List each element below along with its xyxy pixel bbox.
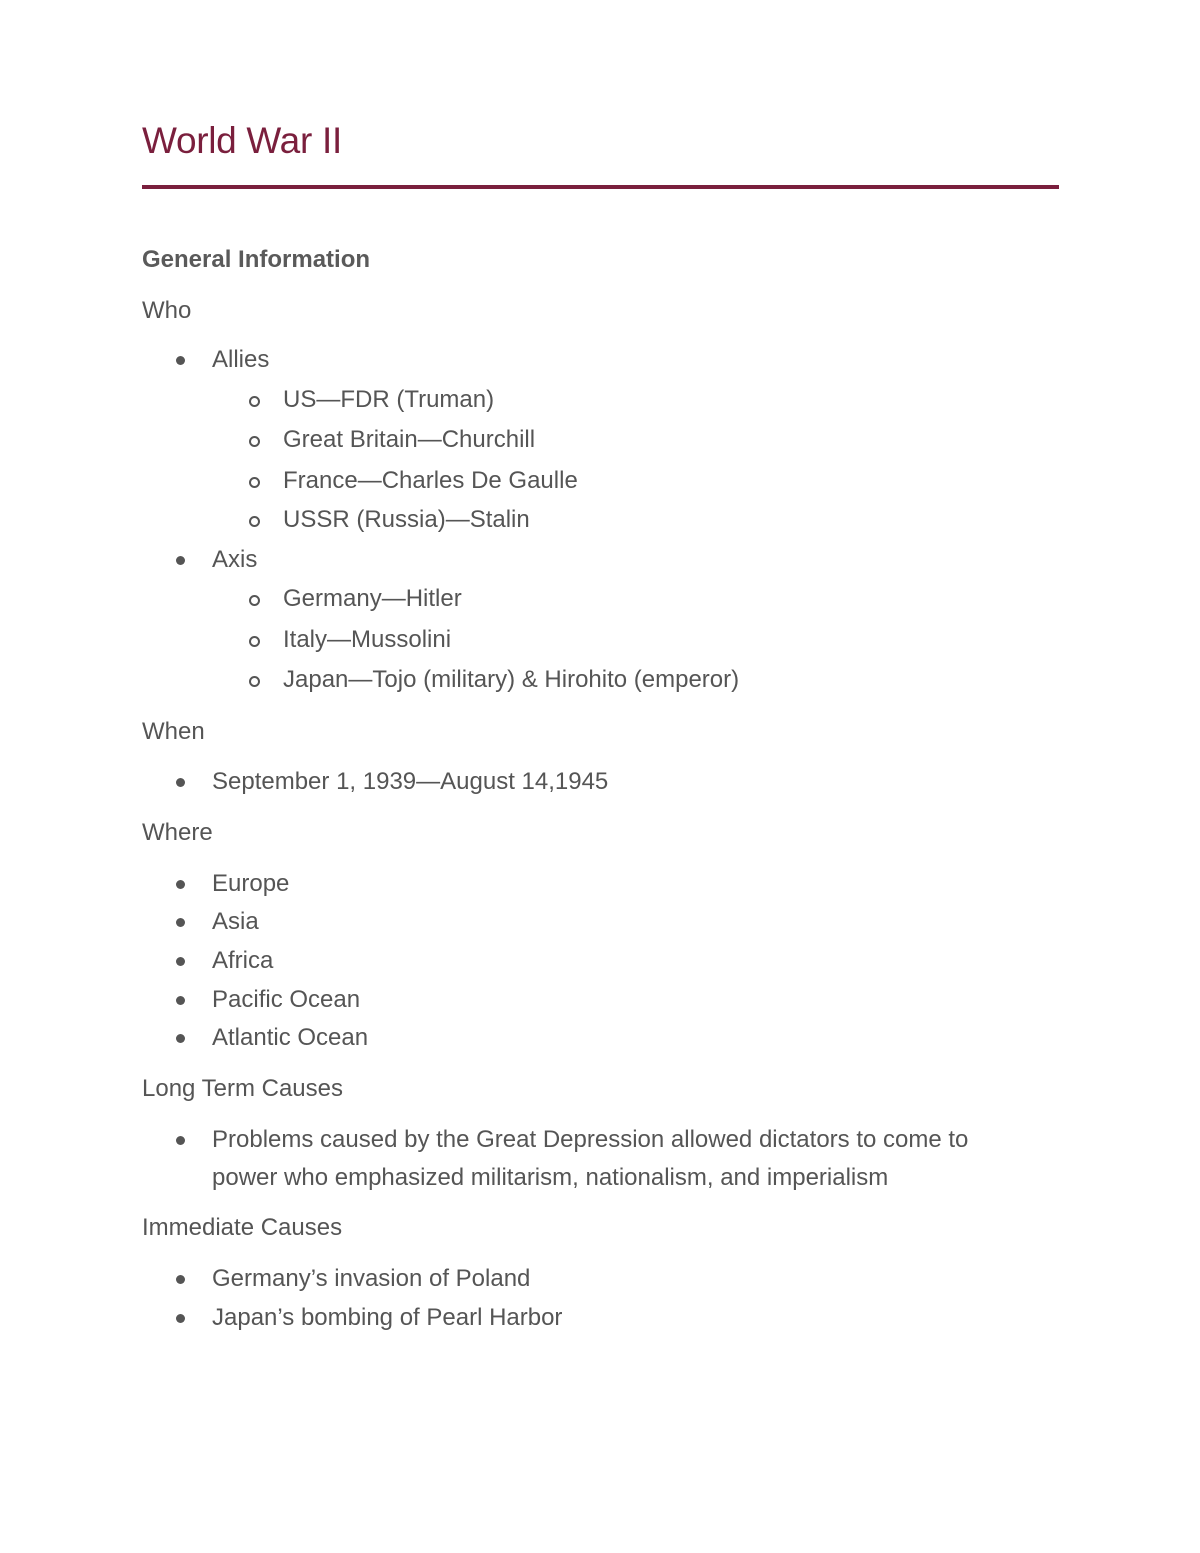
circle-bullet-icon: [249, 595, 260, 606]
bullet-icon: [176, 1034, 185, 1043]
axis-label: Axis: [212, 546, 258, 573]
list-item: Italy—Mussolini: [283, 626, 452, 653]
bullet-icon: [176, 880, 185, 889]
bullet-icon: [176, 1136, 185, 1145]
who-label: Who: [142, 297, 192, 324]
circle-bullet-icon: [249, 436, 260, 447]
list-item-line: Problems caused by the Great Depression allowed dictators to come to: [212, 1126, 969, 1153]
list-item: Great Britain—Churchill: [283, 426, 536, 453]
list-item: Africa: [212, 947, 274, 974]
list-item: Germany—Hitler: [283, 585, 462, 612]
list-item: September 1, 1939—August 14,1945: [212, 768, 609, 795]
bullet-icon: [176, 996, 185, 1005]
list-item-line: power who emphasized militarism, nationalism, and imperialism: [212, 1164, 889, 1191]
list-item: Japan—Tojo (military) & Hirohito (emperor): [283, 666, 740, 693]
circle-bullet-icon: [249, 516, 260, 527]
allies-label: Allies: [212, 346, 270, 373]
bullet-icon: [176, 957, 185, 966]
bullet-icon: [176, 1314, 185, 1323]
when-label: When: [142, 718, 205, 745]
list-item: France—Charles De Gaulle: [283, 467, 578, 494]
list-item: Atlantic Ocean: [212, 1024, 369, 1051]
bullet-icon: [176, 356, 185, 365]
bullet-icon: [176, 778, 185, 787]
circle-bullet-icon: [249, 477, 260, 488]
list-item: Europe: [212, 870, 290, 897]
where-label: Where: [142, 819, 213, 846]
circle-bullet-icon: [249, 636, 260, 647]
list-item: US—FDR (Truman): [283, 386, 495, 413]
circle-bullet-icon: [249, 396, 260, 407]
circle-bullet-icon: [249, 676, 260, 687]
bullet-icon: [176, 918, 185, 927]
list-item: USSR (Russia)—Stalin: [283, 506, 530, 533]
long-term-causes-label: Long Term Causes: [142, 1075, 343, 1102]
list-item: Japan’s bombing of Pearl Harbor: [212, 1304, 563, 1331]
title-divider: [142, 185, 1059, 189]
list-item: Pacific Ocean: [212, 986, 361, 1013]
bullet-icon: [176, 1275, 185, 1284]
list-item: Asia: [212, 908, 259, 935]
bullet-icon: [176, 556, 185, 565]
immediate-causes-label: Immediate Causes: [142, 1214, 343, 1241]
section-heading: General Information: [142, 246, 371, 273]
document-title: World War II: [142, 120, 342, 161]
list-item: Germany’s invasion of Poland: [212, 1265, 531, 1292]
